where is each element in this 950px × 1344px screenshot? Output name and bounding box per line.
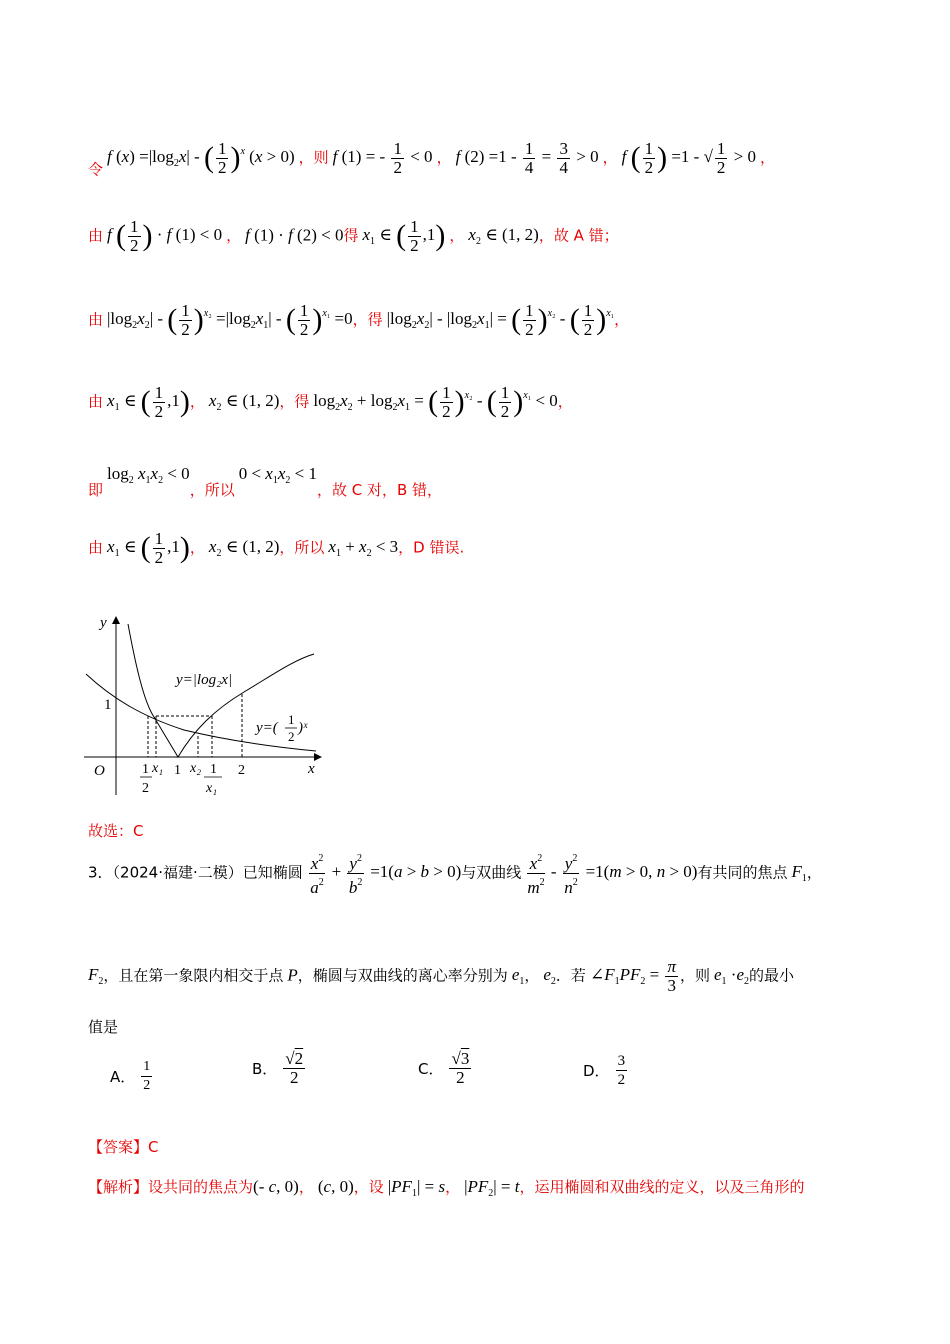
e1-e2-product: $e_1 \cdot e_2$ [714,965,750,988]
text: ， [760,148,776,167]
option-label: A． [110,1068,136,1087]
solution-line-5 [88,464,442,500]
option-value: $\frac{1}{2}$ [143,1059,151,1093]
solution-line-2 [88,218,619,255]
text: 由 [88,392,104,411]
pf2: $|PF_2| = t$ [464,1177,520,1199]
option-label: B． [252,1060,278,1079]
text: ，故 A 错； [538,226,619,245]
exp-curve-label-num: 1 [288,712,295,727]
formula: $x_2$ ∈ (1, 2) [208,391,280,414]
text: ．若 [555,966,586,985]
text: 设共同的焦点为 [148,1178,254,1196]
text: ，所以 [189,481,235,499]
point-p: P [287,965,298,985]
tick-half-den: 2 [142,781,149,796]
text: 由 [88,226,104,245]
text: ， [189,392,205,411]
exp-curve-label-den: 2 [288,729,295,744]
formula: $x_1$ ∈ ( $\frac{1}{2}$ ,1) [107,383,190,421]
e2: $e_2$ [543,965,556,988]
formula: f ( $\frac{1}{2}$ ) · f (1) < 0 [107,217,223,255]
text: 由 [88,310,104,329]
question-line-3: 值是 [88,1018,119,1036]
focus-f2: $F_2$ [88,965,104,988]
tick-x2: x₂ [190,761,202,776]
formula: $x_1$ ∈ ( $\frac{1}{2}$ ,1) [107,529,190,567]
focus-f1: $F_1$ [791,862,807,885]
text: ， [524,966,540,985]
text: ，得 [352,310,383,329]
origin-label: O [94,763,105,779]
text: ， [445,1178,461,1196]
focus-right: (c, 0) [317,1177,354,1196]
text: ， [614,310,630,329]
log-curve-label: y=|log₂x| [176,672,233,688]
question-line-2 [88,958,794,995]
text: 令 [88,160,104,179]
text: ，D 错误. [398,538,465,557]
text: ，设 [353,1178,384,1196]
formula: $x_2$ ∈ (1, 2) [208,537,280,560]
text: ，得 [279,392,310,411]
function-graph [84,612,344,802]
text: ，故 C 对，B 错， [316,481,443,499]
formula: $0 < x_1x_2 < 1$ [238,464,317,486]
e1: $e_1$ [511,965,525,988]
choose-answer: 故选：C [88,822,144,840]
formula-f-def: f $(x) =|\log_2x|$ - ( $\frac{1}{2}$ )$^x$ (x > 0) [107,139,295,177]
tick-inv-den: x₁ [206,781,218,796]
solution-line-1 [88,140,775,179]
text: ，则 [298,148,329,167]
x-label: x [308,761,315,777]
option-label: D． [583,1062,610,1081]
formula: $x_1$ ∈ ( $\frac{1}{2}$ ,1) [362,217,446,255]
text: ， [557,392,573,411]
solution-line-3 [88,302,629,339]
text: ，则 [679,966,710,985]
option-b[interactable] [252,1050,307,1087]
text: 与双曲线 [461,863,522,882]
formula: $x_1 + x_2 < 3$ [328,537,399,560]
text: 得 [343,226,359,245]
formula: $|\log_2x_2| - |\log_2x_1|$ = ( $\frac{1}{2}$ )$^{x_2}$ - ( $\frac{1}{2}$ )$^{x_1}$ [386,301,615,339]
option-a[interactable] [110,1058,154,1095]
tick-half-num: 1 [142,762,149,777]
formula-f1: f (1) = - $\frac{1}{2}$ < 0 [332,139,433,177]
text: ，运用椭圆和双曲线的定义，以及三角形的 [519,1178,805,1196]
text: ，椭圆与双曲线的离心率分别为 [297,966,508,985]
tick-inv-num: 1 [210,762,217,777]
formula-f2: f (2) =1 - $\frac{1}{4}$ = $\frac{3}{4}$ > 0 [455,139,599,177]
answer-label: 【答案】C [88,1138,159,1156]
option-value: $\frac{√2}{2}$ [285,1049,304,1087]
pf1: $|PF_1| = s$ [387,1177,446,1199]
formula: $x_2$ ∈ (1, 2) [468,225,539,248]
tick-1: 1 [174,763,181,778]
text: ， [189,538,205,557]
text: ， [298,1178,314,1196]
y-label: y [100,615,107,631]
ellipse-equation: $\frac{x^2}{a^2}$ + $\frac{y^2}{b^2}$ =1(a > b > 0) [307,862,462,881]
text: ，所以 [279,538,325,557]
hyperbola-equation: $\frac{x^2}{m^2}$ - $\frac{y^2}{n^2}$ =1(m > 0, n > 0) [525,862,697,881]
exp-curve-label-b: )ˣ [298,720,308,736]
text: ， [449,226,465,245]
focus-left: (- c, 0) [253,1177,299,1196]
formula: f (1) · f (2) < 0 [245,225,344,245]
question-number: 3．（2024·福建·二模）已知椭圆 [88,863,303,882]
option-d[interactable] [583,1052,629,1089]
option-value: $\frac{√3}{2}$ [451,1049,470,1087]
text: ， [602,148,618,167]
analysis-label: 【解析】 [88,1178,149,1196]
text: ，且在第一象限内相交于点 [103,966,284,985]
formula: $\log_2x_2 + \log_2x_1$ = ( $\frac{1}{2}$ )$^{x_2}$ - ( $\frac{1}{2}$ )$^{x_1}$ < 0 [313,383,558,421]
text: ， [436,148,452,167]
one-label: 1 [104,697,112,713]
formula-f-half: f ( $\frac{1}{2}$ ) =1 - √ $\frac{1}{2}$ > 0 [621,139,757,177]
exp-curve-label-a: y=( [256,720,278,736]
question-line-1: 3．（2024·福建·二模）已知椭圆 $\frac{x^2}{a^2}$ + $\frac{y^2}{b^2}$ =1(a > b > 0)与双曲线 $\frac{x^2}{m^2}$ - $\frac{y^2}{n^2}$ =1(m > 0, n > 0)有共同的焦点 $F_1$， [88,850,822,897]
tick-2: 2 [238,763,245,778]
formula: $\log_2 x_1x_2 < 0$ [107,464,190,486]
text: 的最小 [749,966,795,985]
text: ， [226,226,242,245]
option-value: $\frac{3}{2}$ [617,1053,626,1088]
text: 即 [88,481,104,499]
tick-x1: x₁ [152,761,164,776]
analysis-line [88,1176,805,1199]
option-label: C． [418,1060,444,1079]
text: 有共同的焦点 [697,863,788,882]
option-c[interactable] [418,1050,473,1087]
text: 由 [88,538,104,557]
angle-condition: $\angle F_1PF_2$ = $\frac{\pi}{3}$ [589,957,676,995]
solution-line-6 [88,530,464,567]
formula: $|\log_2x_2|$ - ( $\frac{1}{2}$ )$^{x_2} =|\log_2x_1|$ - ( $\frac{1}{2}$ )$^{x_1}$ =0 [107,301,353,339]
solution-line-4 [88,384,573,421]
